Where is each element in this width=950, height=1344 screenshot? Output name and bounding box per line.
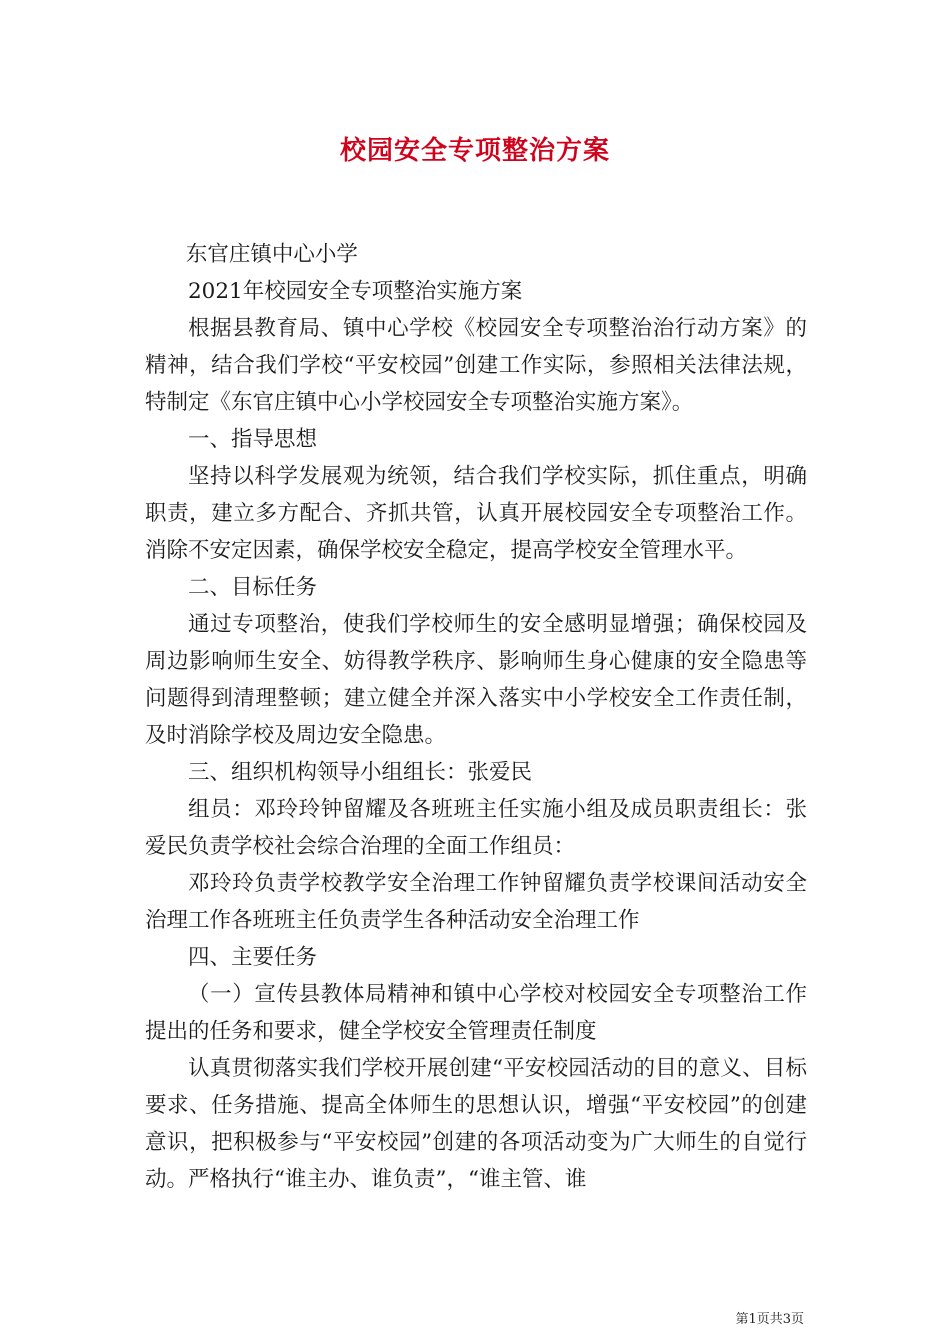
section-heading-goals: 二、目标任务 [188, 575, 318, 600]
section-heading-guiding-thought: 一、指导思想 [188, 427, 318, 452]
paragraph-goals: 通过专项整治，使我们学校师生的安全感明显增强；确保校园及周边影响师生安全、妨得教学秩序、影响师生身心健康的安全隐患等问题得到清理整顿；建立健全并深入落实中小学校安全工作责任制，及时消除学校及周边安全隐患。 [145, 612, 807, 748]
document-body [145, 236, 807, 1198]
page-title: 校园安全专项整治方案 [339, 136, 610, 166]
paragraph-task-1: 认真贯彻落实我们学校开展创建“平安校园活动的目的意义、目标要求、任务措施、提高全体师生的思想认识，增强“平安校园”的创建意识，把积极参与“平安校园”创建的各项活动变为广大师生的自觉行动。严格执行“谁主办、谁负责”，“谁主管、谁 [145, 1056, 807, 1192]
paragraph-members: 组员：邓玲玲钟留耀及各班班主任实施小组及成员职责组长：张爱民负责学校社会综合治理的全面工作组员： [145, 797, 807, 859]
paragraph-plan-title: 2021年校园安全专项整治实施方案 [188, 279, 523, 304]
section-heading-main-tasks: 四、主要任务 [188, 945, 318, 970]
paragraph-guiding-thought: 坚持以科学发展观为统领，结合我们学校实际，抓住重点，明确职责，建立多方配合、齐抓共管，认真开展校园安全专项整治工作。消除不安定因素，确保学校安全稳定，提高学校安全管理水平。 [145, 464, 807, 563]
page-number: 第1页共3页 [735, 1312, 804, 1327]
section-heading-organization: 三、组织机构领导小组组长：张爱民 [188, 760, 533, 785]
paragraph-intro: 根据县教育局、镇中心学校《校园安全专项整治治行动方案》的精神，结合我们学校“平安校园”创建工作实际，参照相关法律法规，特制定《东官庄镇中心小学校园安全专项整治实施方案》。 [145, 316, 807, 415]
paragraph-school-name: 东官庄镇中心小学 [185, 242, 358, 267]
paragraph-responsibilities: 邓玲玲负责学校教学安全治理工作钟留耀负责学校课间活动安全治理工作各班班主任负责学生各种活动安全治理工作 [145, 871, 807, 933]
subsection-heading-task-1: （一）宣传县教体局精神和镇中心学校对校园安全专项整治工作提出的任务和要求，健全学校安全管理责任制度 [145, 982, 807, 1044]
